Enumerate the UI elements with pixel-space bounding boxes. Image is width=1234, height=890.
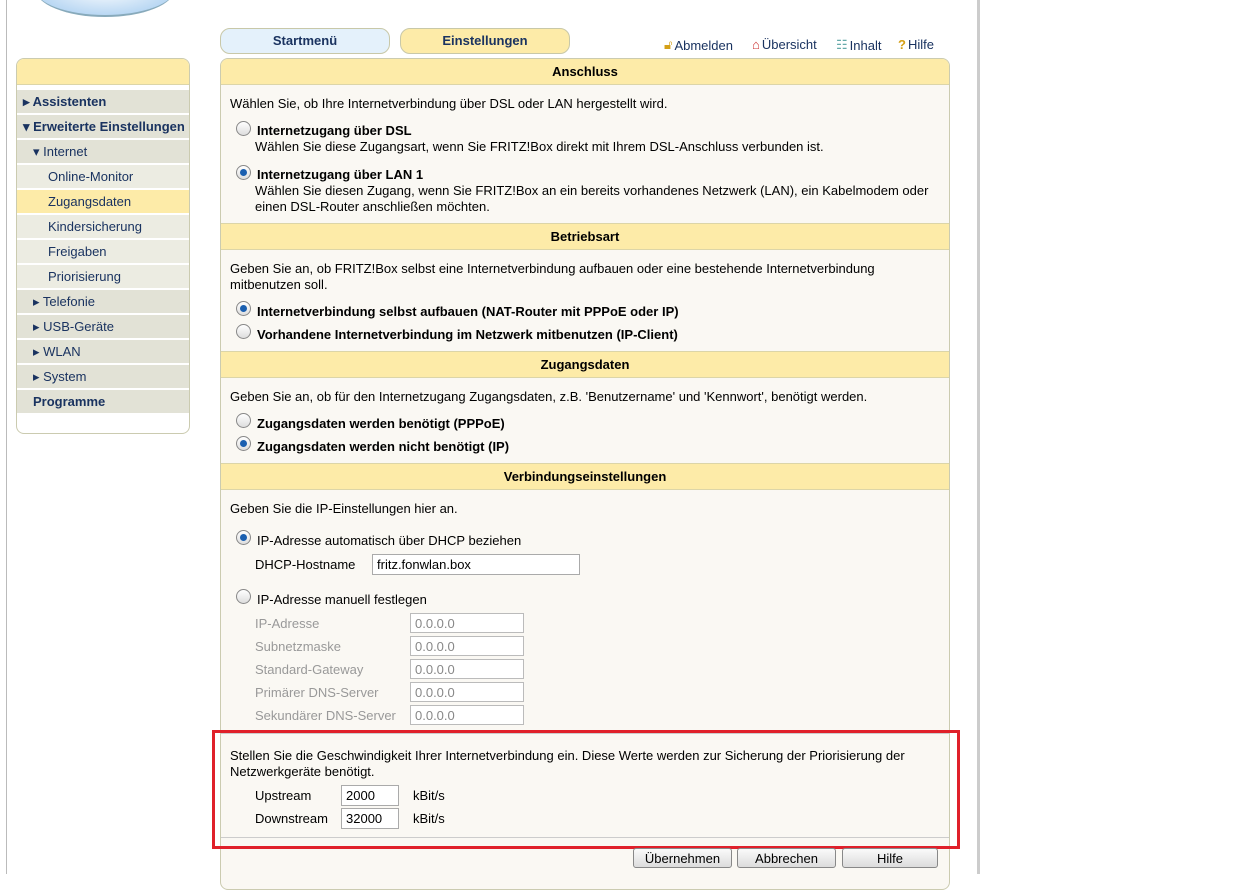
downstream-unit: kBit/s [413, 811, 445, 826]
manual-ip-label: IP-Adresse manuell festlegen [257, 592, 427, 607]
lan-label: Internetzugang über LAN 1 [257, 167, 424, 182]
radio-nat-router[interactable] [236, 301, 251, 316]
sidebar-item-online-monitor[interactable]: Online-Monitor [17, 165, 190, 188]
section-betriebsart-header: Betriebsart [221, 223, 949, 250]
pppoe-label: Zugangsdaten werden benötigt (PPPoE) [257, 416, 505, 431]
help-link[interactable]: ? Hilfe [898, 37, 934, 52]
highlight-box [212, 730, 960, 849]
sidebar-item-system[interactable]: ▸ System [17, 365, 190, 388]
sidebar-item-internet[interactable]: ▾ Internet [17, 140, 190, 163]
downstream-label: Downstream [255, 811, 328, 826]
gateway-input[interactable] [410, 659, 524, 679]
overview-link[interactable]: ⌂ Übersicht [752, 37, 817, 52]
speed-intro-2: Netzwerkgeräte benötigt. [230, 764, 375, 779]
tab-einstellungen[interactable]: Einstellungen [400, 28, 570, 54]
sidebar-header [17, 59, 189, 85]
sidebar-item-priorisierung[interactable]: Priorisierung [17, 265, 190, 288]
upstream-unit: kBit/s [413, 788, 445, 803]
sidebar-item-programme[interactable]: Programme [17, 390, 190, 413]
dns1-label: Primärer DNS-Server [255, 685, 379, 700]
hostname-input[interactable] [372, 554, 580, 575]
section-anschluss-header: Anschluss [221, 59, 949, 85]
dsl-label: Internetzugang über DSL [257, 123, 412, 138]
help-button[interactable]: Hilfe [842, 848, 938, 868]
ip-client-label: Vorhandene Internetverbindung im Netzwerk mitbenutzen (IP-Client) [257, 327, 678, 342]
dhcp-label: IP-Adresse automatisch über DHCP beziehen [257, 533, 522, 548]
verbindung-intro: Geben Sie die IP-Einstellungen hier an. [230, 501, 458, 516]
speed-intro: Stellen Sie die Geschwindigkeit Ihrer Internetverbindung ein. Diese Werte werden zur Sicherung der Priorisierung der [230, 748, 905, 763]
sidebar [16, 58, 190, 434]
subnet-input[interactable] [410, 636, 524, 656]
radio-pppoe[interactable] [236, 413, 251, 428]
dsl-desc: Wählen Sie diese Zugangsart, wenn Sie FRITZ!Box direkt mit Ihrem DSL-Anschluss verbunden ist. [255, 139, 824, 154]
ip-address-input[interactable] [410, 613, 524, 633]
sidebar-item-assistenten[interactable]: ▸ Assistenten [17, 90, 190, 113]
anschluss-intro: Wählen Sie, ob Ihre Internetverbindung über DSL oder LAN hergestellt wird. [230, 96, 668, 111]
fritzbox-logo [35, 0, 175, 17]
sidebar-item-erweiterte[interactable]: ▾ Erweiterte Einstellungen [17, 115, 190, 138]
radio-ip[interactable] [236, 436, 251, 451]
apply-button[interactable]: Übernehmen [633, 848, 732, 868]
sidebar-item-kindersicherung[interactable]: Kindersicherung [17, 215, 190, 238]
ip-address-label: IP-Adresse [255, 616, 320, 631]
gateway-label: Standard-Gateway [255, 662, 364, 677]
zugangsdaten-intro: Geben Sie an, ob für den Internetzugang Zugangsdaten, z.B. 'Benutzername' und 'Kennwort', benötigt werden. [230, 389, 868, 404]
frame-border-left [6, 0, 7, 874]
betriebsart-intro-2: mitbenutzen soll. [230, 277, 328, 292]
subnet-label: Subnetzmaske [255, 639, 341, 654]
section-verbindung-header: Verbindungseinstellungen [221, 463, 949, 490]
sidebar-item-telefonie[interactable]: ▸ Telefonie [17, 290, 190, 313]
dns2-input[interactable] [410, 705, 524, 725]
radio-dsl[interactable] [236, 121, 251, 136]
frame-border-right [977, 0, 980, 874]
betriebsart-intro: Geben Sie an, ob FRITZ!Box selbst eine Internetverbindung aufbauen oder eine bestehende Internetverbindung [230, 261, 875, 276]
sidebar-item-wlan[interactable]: ▸ WLAN [17, 340, 190, 363]
nat-router-label: Internetverbindung selbst aufbauen (NAT-Router mit PPPoE oder IP) [257, 304, 679, 319]
radio-manual-ip[interactable] [236, 589, 251, 604]
help-icon: ? [898, 37, 906, 52]
ip-label: Zugangsdaten werden nicht benötigt (IP) [257, 439, 510, 454]
section-zugangsdaten-header: Zugangsdaten [221, 351, 949, 378]
content-link[interactable]: ☷ Inhalt [836, 37, 882, 53]
radio-dhcp[interactable] [236, 530, 251, 545]
radio-ip-client[interactable] [236, 324, 251, 339]
lock-icon: 🔓︎ [664, 37, 673, 52]
lan-desc: Wählen Sie diesen Zugang, wenn Sie FRITZ!Box an ein bereits vorhandenes Netzwerk (LAN), ein Kabelmodem oder [255, 183, 929, 198]
sidebar-item-zugangsdaten[interactable]: Zugangsdaten [17, 190, 190, 213]
dns2-label: Sekundärer DNS-Server [255, 708, 396, 723]
logout-link[interactable]: 🔓︎ Abmelden [664, 37, 733, 53]
hostname-label: DHCP-Hostname [255, 557, 356, 572]
sidebar-item-freigaben[interactable]: Freigaben [17, 240, 190, 263]
upstream-label: Upstream [255, 788, 312, 803]
sidebar-item-usb[interactable]: ▸ USB-Geräte [17, 315, 190, 338]
cancel-button[interactable]: Abbrechen [737, 848, 836, 868]
dns1-input[interactable] [410, 682, 524, 702]
sitemap-icon: ☷ [836, 37, 848, 52]
tab-startmenu[interactable]: Startmenü [220, 28, 390, 54]
radio-lan[interactable] [236, 165, 251, 180]
lan-desc-2: einen DSL-Router anschließen möchten. [255, 199, 490, 214]
home-icon: ⌂ [752, 37, 760, 52]
